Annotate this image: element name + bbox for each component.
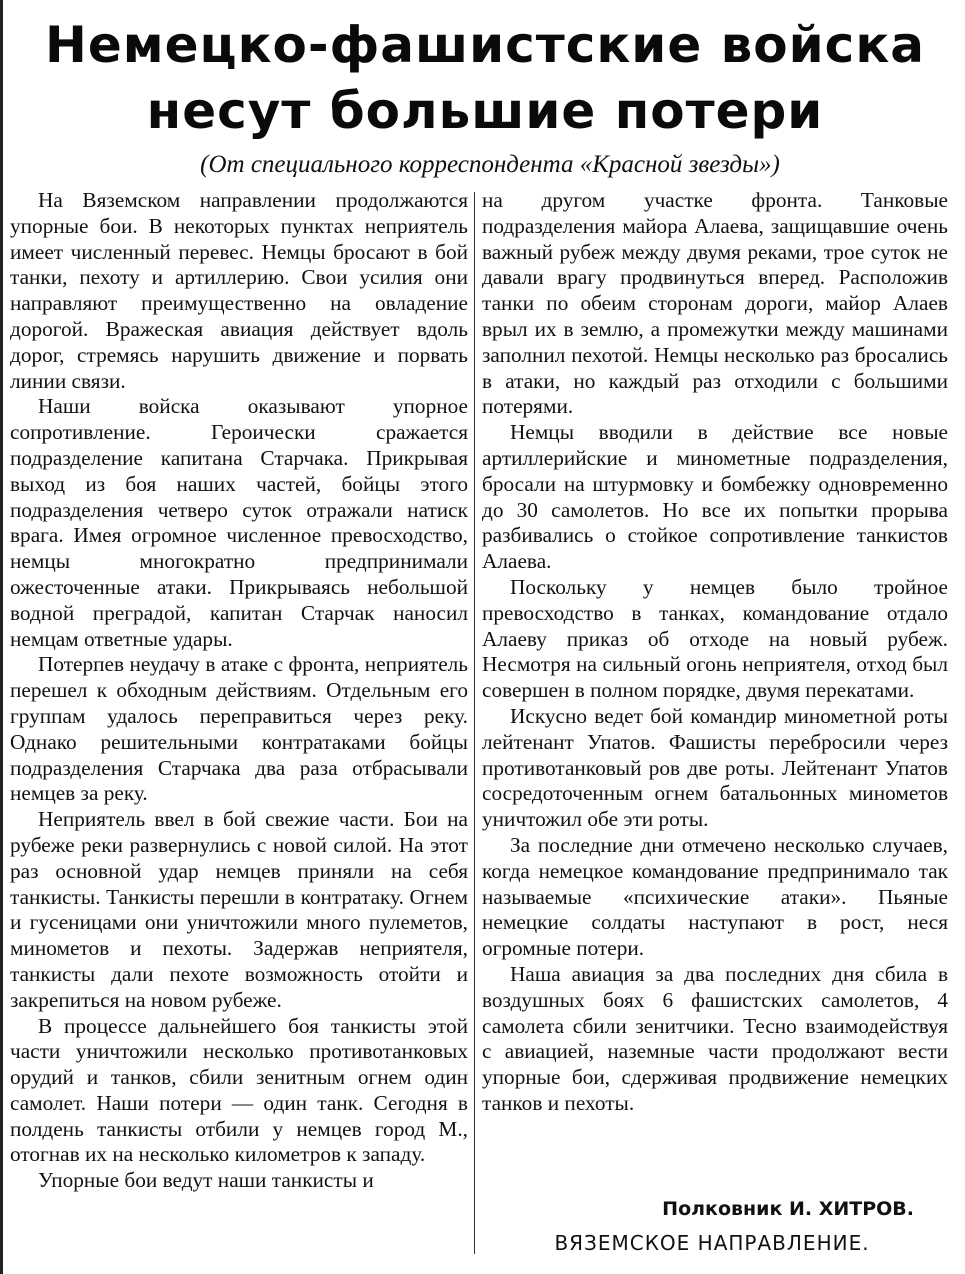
paragraph: Немцы вводили в действие все новые артиллерийские и минометные подразделения, бросали на штурмовку и бомбежку одновременно до 30 самолетов. Но все их попытки прорыва разбивались о стойкое сопротивление танкистов Алаева. xyxy=(482,420,948,574)
article-byline: (От специального корреспондента «Красной звезды») xyxy=(200,151,780,178)
article-column-right xyxy=(482,188,948,1117)
article-dateline: ВЯЗЕМСКОЕ НАПРАВЛЕНИЕ. xyxy=(554,1231,870,1255)
column-divider xyxy=(474,192,475,1254)
page-edge-rule xyxy=(0,0,3,1274)
article-column-left xyxy=(10,188,468,1194)
paragraph: Неприятель ввел в бой свежие части. Бои на рубеже реки развернулись с новой силой. На этот раз основной удар немцев приняли на себя танкисты. Танкисты перешли в контратаку. Огнем и гусеницами они уничтожили много пулеметов, минометов и пехоты. Задержав неприятеля, танкисты дали пехоте возможность отойти и закрепиться на новом рубеже. xyxy=(10,807,468,1012)
paragraph: Поскольку у немцев было тройное превосходство в танках, командование отдало Алаеву приказ об отходе на новый рубеж. Несмотря на сильный огонь неприятеля, отход был совершен в полном порядке, двумя перекатами. xyxy=(482,574,948,703)
paragraph: Упорные бои ведут наши танкисты и xyxy=(38,1168,374,1193)
paragraph: Искусно ведет бой командир минометной роты лейтенант Упатов. Фашисты перебросили через противотанковый ров две роты. Лейтенант Упатов сосредоточенным огнем батальонных минометов уничтожил обе эти роты. xyxy=(482,703,948,832)
paragraph: Наши войска оказывают упорное сопротивление. Героически сражается подразделение капитана Старчака. Прикрывая выход из боя наших частей, бойцы этого подразделения четверо суток отражали натиск врага. Имея огромное численное превосходство, немцы многократно предпринимали ожесточенные атаки. Прикрываясь небольшой водной преградой, капитан Старчак наносил немцам ответные удары. xyxy=(10,394,468,651)
headline-line-2: несут большие потери xyxy=(146,82,824,140)
headline-line-1: Немецко-фашистские войска xyxy=(44,16,925,74)
paragraph: На Вяземском направлении продолжаются упорные бои. В некоторых пунктах неприятель имеет численный перевес. Немцы бросают в бой танки, пехоту и артиллерию. Свои усилия они направляют преимущественно на овладение дорогой. Вражеская авиация действует вдоль дорог, стремясь нарушить движение и порвать линии связи. xyxy=(10,188,468,393)
author-signature: Полковник И. ХИТРОВ. xyxy=(662,1198,914,1220)
paragraph: В процессе дальнейшего боя танкисты этой части уничтожили несколько противотанковых орудий и танков, сбили зенитным огнем один самолет. Наши потери — один танк. Сегодня в полдень танкисты отбили у немцев город М., отогнав их на несколько километров к западу. xyxy=(10,1013,468,1167)
paragraph-continued: на другом участке фронта. Танковые подразделения майора Алаева, защищавшие очень важный рубеж между двумя реками, трое суток не давали врагу продвинуться вперед. Расположив танки по обеим сторонам дороги, майор Алаев врыл их в землю, а промежутки между машинами заполнил пехотой. Немцы несколько раз бросались в атаки, но каждый раз отходили с большими потерями. xyxy=(482,188,948,419)
paragraph: Потерпев неудачу в атаке с фронта, неприятель перешел к обходным действиям. Отдельным его группам удалось переправиться через реку. Однако решительными контратаками бойцы подразделения Старчака два раза отбрасывали немцев за реку. xyxy=(10,652,468,806)
paragraph: За последние дни отмечено несколько случаев, когда немецкое командование предпринимало так называемые «психические атаки». Пьяные немецкие солдаты наступают в рост, неся огромные потери. xyxy=(482,832,948,961)
article-headline xyxy=(40,12,930,144)
paragraph: Наша авиация за два последних дня сбила в воздушных боях 6 фашистских самолетов, 4 самолета сбили зенитчики. Тесно взаимодействуя с авиацией, наземные части продолжают вести упорные бои, сдерживая продвижение немецких танков и пехоты. xyxy=(482,961,948,1115)
